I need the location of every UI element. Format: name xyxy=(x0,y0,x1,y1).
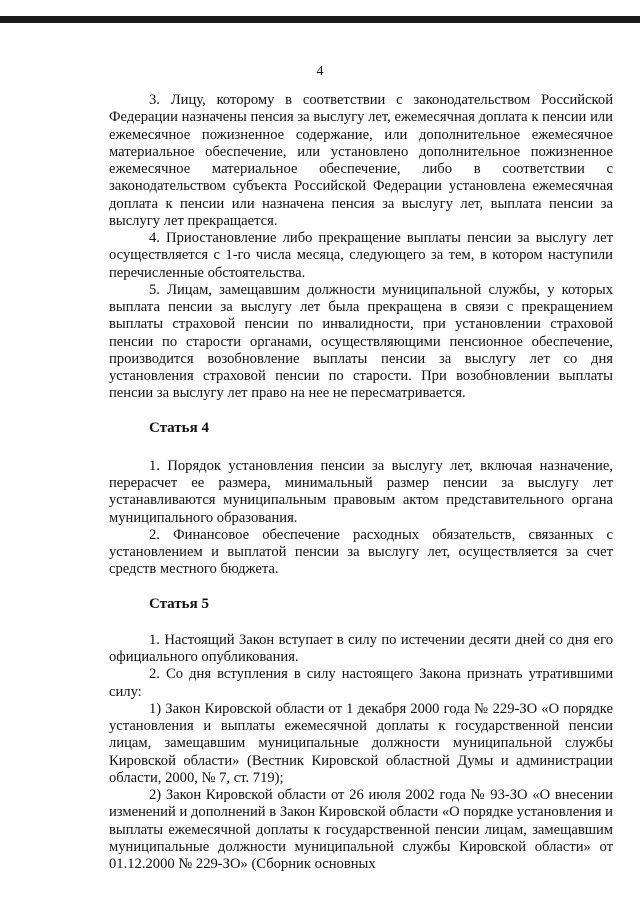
paragraph-art4-2: 2. Финансовое обеспечение расходных обязательств, связанных с установлением и выплатой пенсии за выслугу лет, осуществляется за счет средств местного бюджета. xyxy=(109,526,613,578)
paragraph-art5-2-1: 1) Закон Кировской области от 1 декабря 2000 года № 229-ЗО «О порядке установления и выплаты ежемесячной доплаты к государственной пенсии лицам, замещавшим муниципальные должности муниципальной службы Кировской области» (Вестник Кировской областной Думы и администрации области, 2000, № 7, ст. 719); xyxy=(109,700,613,786)
article-5-heading: Статья 5 xyxy=(149,595,209,612)
paragraph-art3-4: 4. Приостановление либо прекращение выплаты пенсии за выслугу лет осуществляется с 1-го числа месяца, следующего за тем, в котором наступили перечисленные обстоятельства. xyxy=(109,230,613,281)
page-number: 4 xyxy=(316,64,324,79)
paragraph-art5-2: 2. Со дня вступления в силу настоящего Закона признать утратившими силу: xyxy=(109,666,613,700)
paragraph-art5-1: 1. Настоящий Закон вступает в силу по истечении десяти дней со дня его официального опубликования. xyxy=(109,631,613,665)
document-body xyxy=(109,92,613,873)
paragraph-art4-1: 1. Порядок установления пенсии за выслугу лет, включая назначение, перерасчет ее размера, минимальный размер пенсии за выслугу лет устанавливаются муниципальным правовым актом представительного органа муниципального образования. xyxy=(109,457,613,526)
top-border-bar xyxy=(0,16,640,23)
article-4-heading: Статья 4 xyxy=(149,419,209,436)
paragraph-art5-2-2: 2) Закон Кировской области от 26 июля 2002 года № 93-ЗО «О внесении изменений и дополнений в Закон Кировской области «О порядке установления и выплаты ежемесячной доплаты к государственной пенсии лицам, замещавшим муниципальные должности муниципальной службы Кировской области» от 01.12.2000 № 229-ЗО» (Сборник основных xyxy=(109,787,613,872)
paragraph-art3-5: 5. Лицам, замещавшим должности муниципальной службы, у которых выплата пенсии за выслугу лет была прекращена в связи с прекращением выплаты страховой пенсии по инвалидности, при установлении страховой пенсии по старости органами, осуществляющими пенсионное обеспечение, производится возобновление выплаты пенсии за выслугу лет со дня установления страховой пенсии по старости. При возобновлении выплаты пенсии за выслугу лет право на нее не пересматривается. xyxy=(109,281,613,402)
paragraph-art3-3: 3. Лицу, которому в соответствии с законодательством Российской Федерации назначены пенсия за выслугу лет, ежемесячная доплата к пенсии или ежемесячное пожизненное содержание, или дополнительное ежемесячное материальное обеспечение, или установлено дополнительное пожизненное ежемесячное материальное обеспечение, либо в соответствии с законодательством субъекта Российской Федерации установлена ежемесячная доплата к пенсии или назначена пенсия за выслугу лет, выплата пенсии за выслугу лет прекращается. xyxy=(109,92,613,229)
